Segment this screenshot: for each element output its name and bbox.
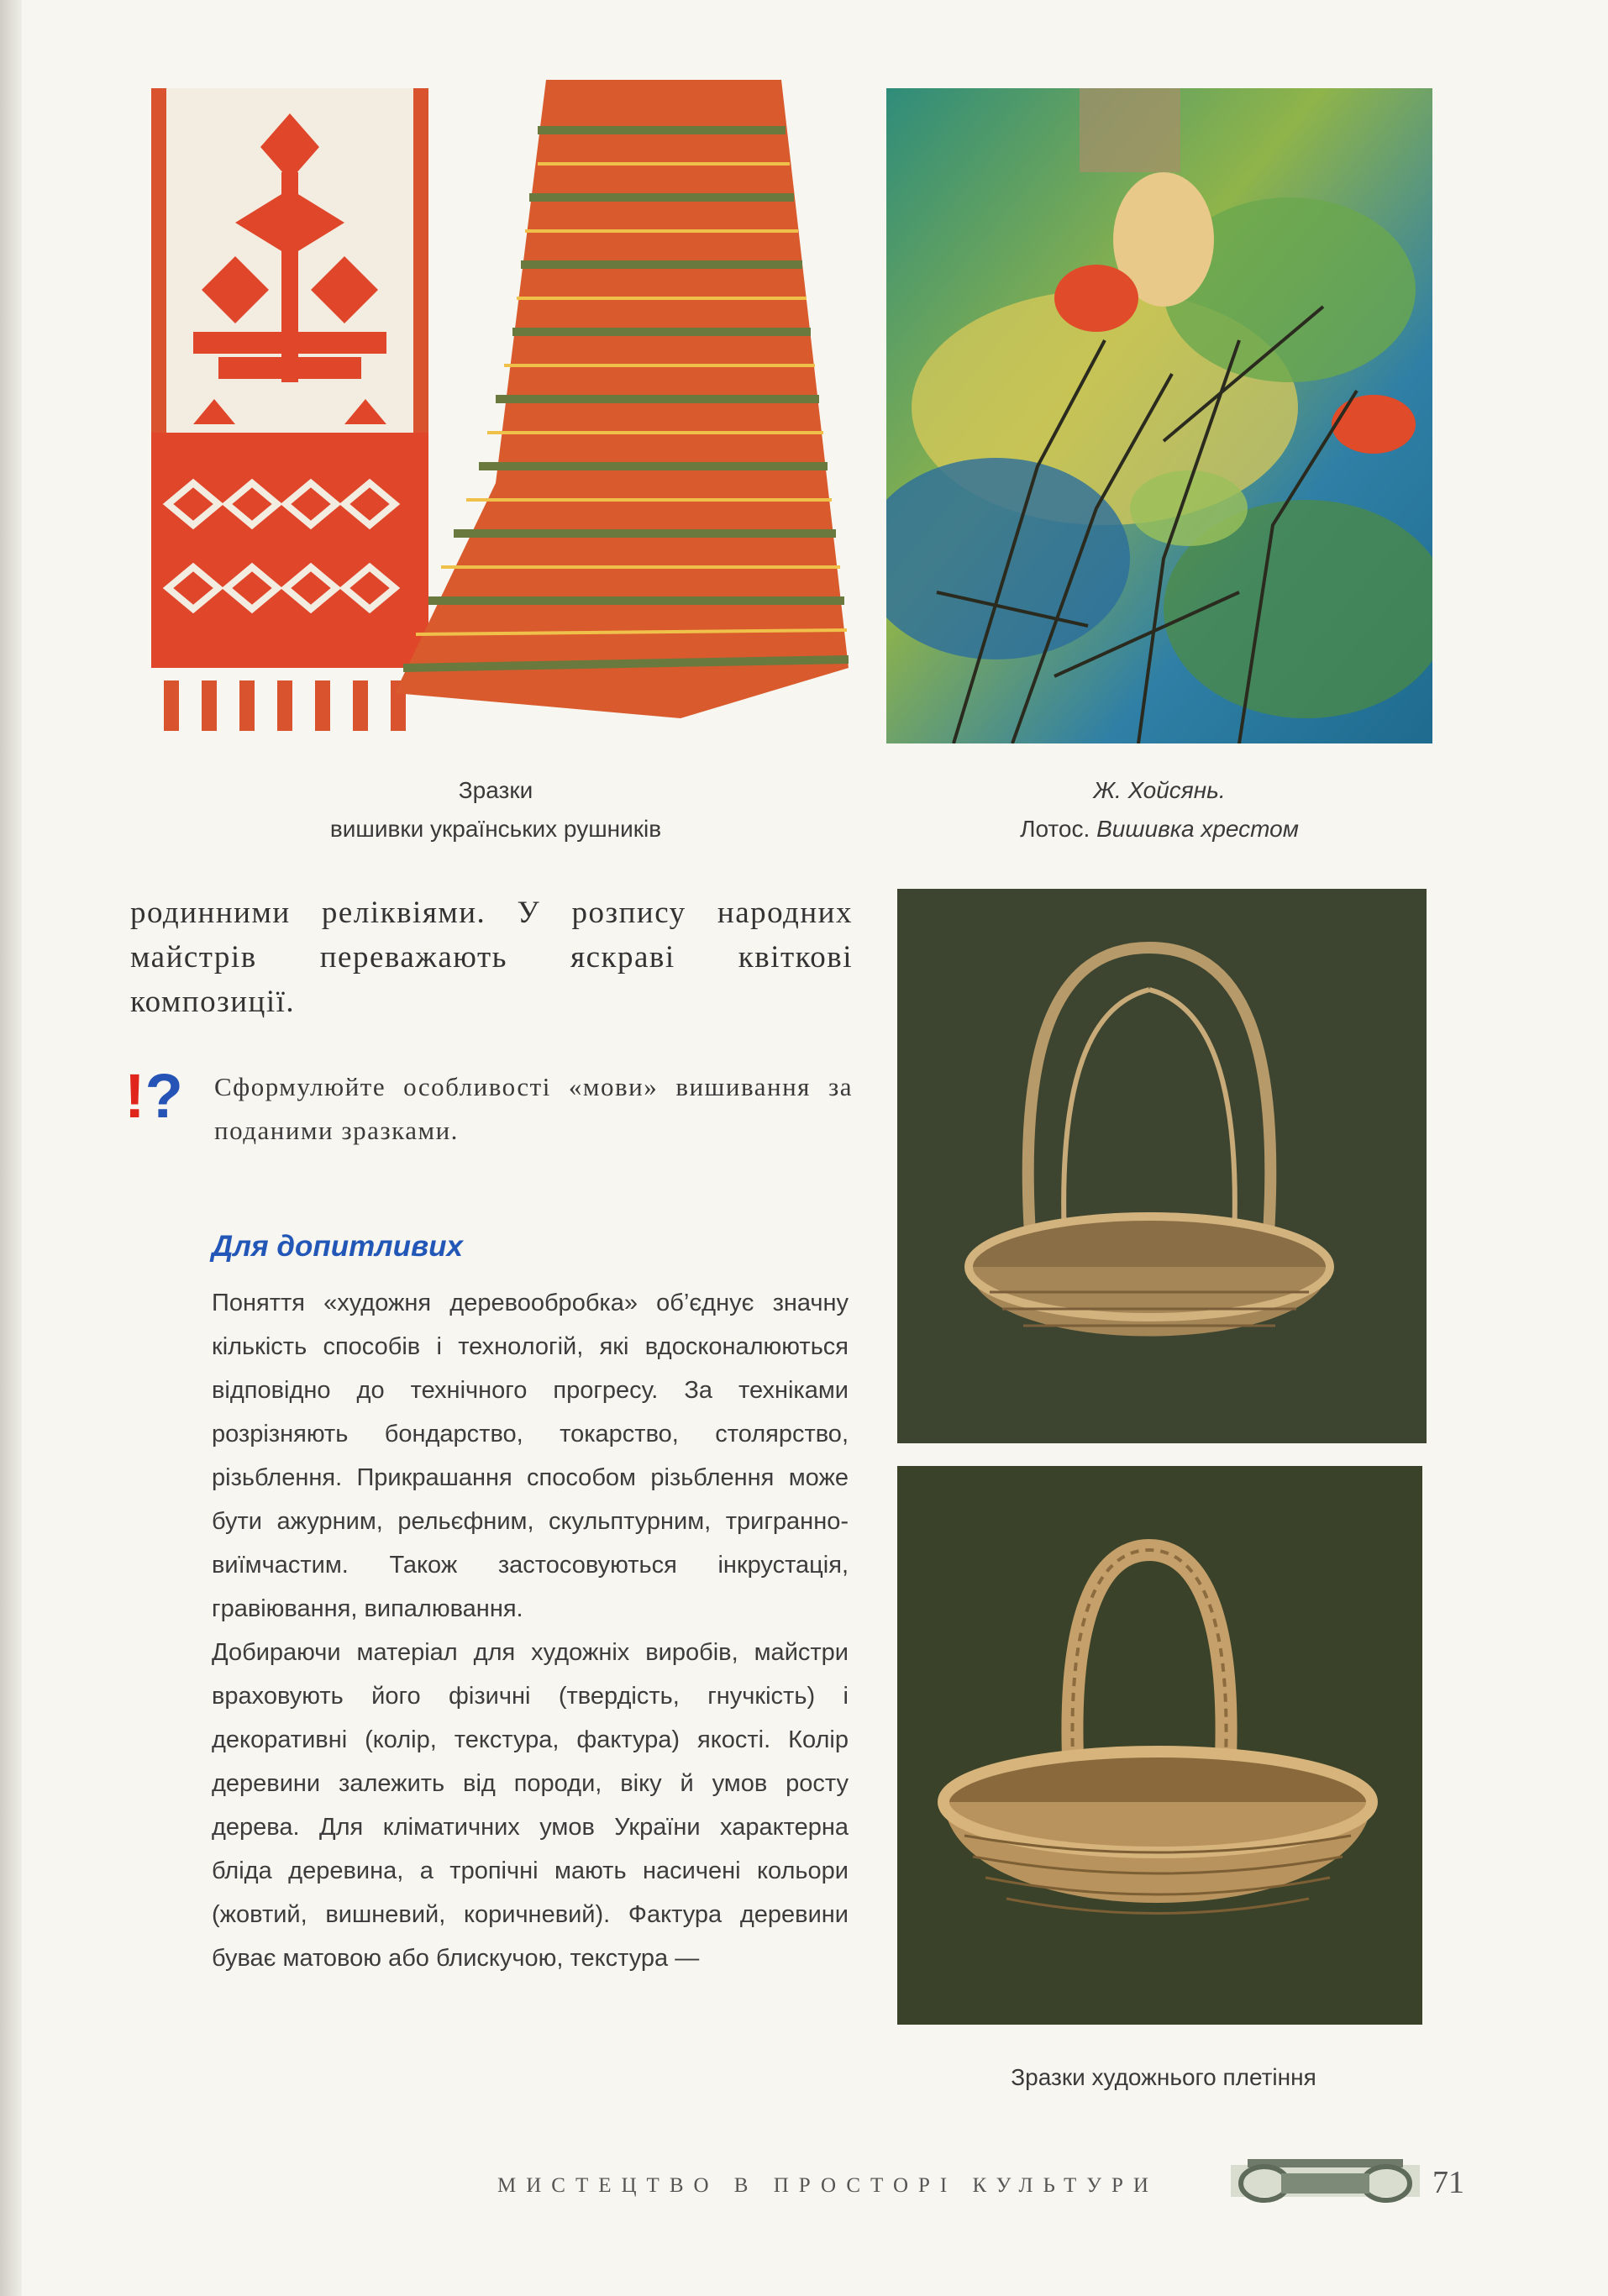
curious-paragraph-1: Поняття «художня деревообробка» об’єднує значну кількість способів і технологій, які вдосконалюються відповідно до технічного прогресу. За техніками розрізняють бондарство, токарство, столярство, різьблення. Прикрашання способом різьблення може бути ажурним, рельєфним, скульптурним, тригранно-виїмчастим. Також застосовуються інкрустація, гравіювання, випалювання. (212, 1290, 849, 1622)
towels-caption-line2: вишивки українських рушників (329, 816, 662, 842)
lotus-embroidery-photo (886, 88, 1432, 743)
page-number: 71 (1432, 2165, 1464, 2200)
curious-heading: Для допитливих (212, 1230, 463, 1263)
page-binding-edge (0, 0, 22, 2296)
question-icon-exclamation: ! (124, 1061, 145, 1131)
towels-photo (143, 80, 849, 743)
towels-caption (202, 771, 790, 849)
lotus-caption-technique: Вишивка хрестом (1096, 816, 1299, 842)
lotus-caption (882, 771, 1437, 849)
question-text: Сформулюйте особливості «мови» вишивання за поданими зразками. (214, 1072, 853, 1145)
question-icon-question: ? (145, 1061, 183, 1131)
scroll-ornament-icon (1231, 2155, 1420, 2207)
running-title: МИСТЕЦТВО В ПРОСТОРІ КУЛЬТУРИ (497, 2174, 1159, 2197)
question-icon (124, 1061, 200, 1132)
body-paragraph: родинними реліквіями. У розпису народних майстрів переважають яскраві квіткові композиції. (130, 896, 853, 1019)
towels-caption-line1: Зразки (458, 777, 533, 803)
basket-photo-1 (897, 889, 1427, 1443)
basket-photo-2 (897, 1466, 1422, 2025)
curious-body (212, 1281, 849, 1980)
lotus-caption-author: Ж. Хойсянь. (1093, 777, 1226, 803)
lotus-caption-title: Лотос. (1020, 816, 1090, 842)
curious-paragraph-2: Добираючи матеріал для художніх виробів, майстри враховують його фізичні (твердість, гнучкість) і декоративні (колір, текстура, фактура) якості. Колір деревини залежить від породи, віку й умов росту дерева. Для кліматичних умов України характерна бліда деревина, а тропічні мають насичені кольори (жовтий, вишневий, коричневий). Фактура деревини буває матовою або блискучою, текстура — (212, 1639, 849, 1972)
baskets-caption: Зразки художнього плетіння (1011, 2064, 1316, 2090)
